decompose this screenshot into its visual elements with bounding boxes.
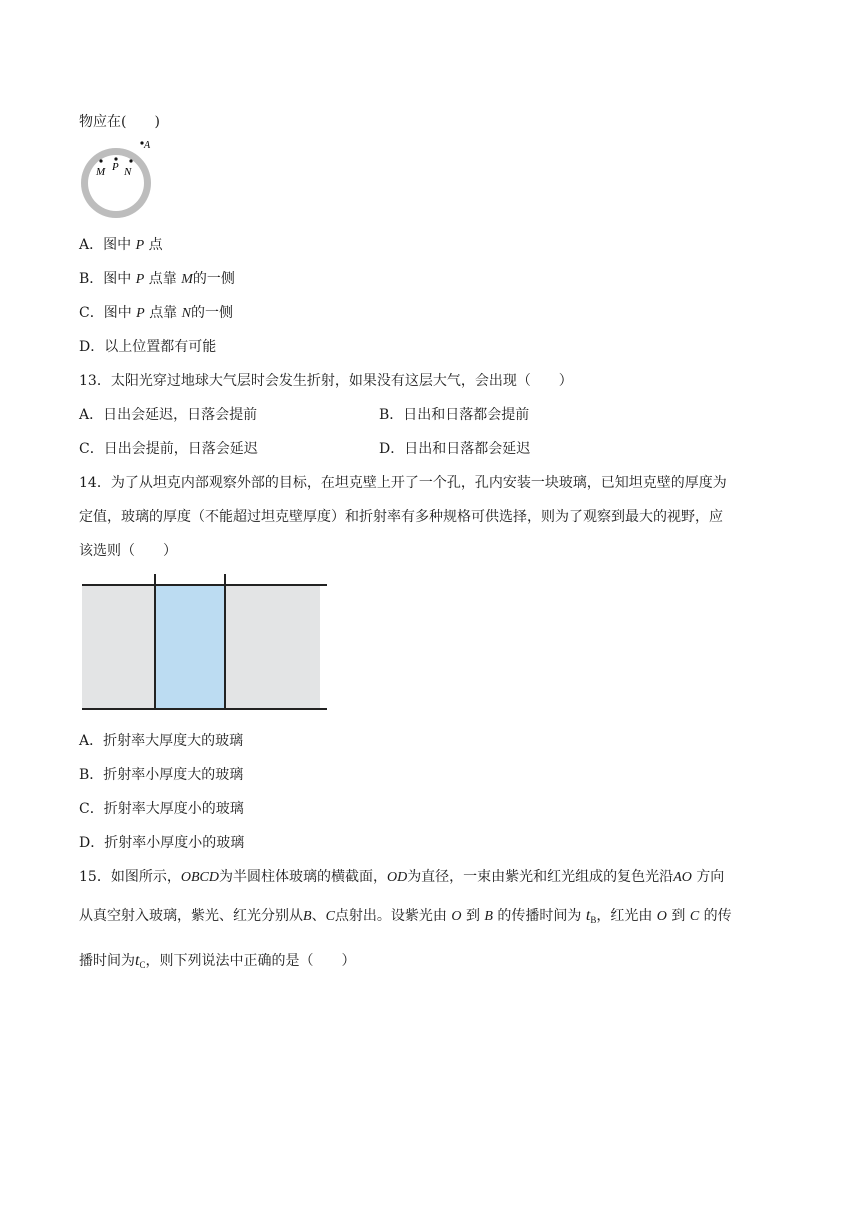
q12-option-d[interactable]: D．以上位置都有可能	[79, 339, 217, 355]
q15-stem-line1: 15．如图所示，OBCD为半圆柱体玻璃的横截面，OD为直径，一束由紫光和红光组成的复色光沿AO 方向	[79, 869, 725, 885]
label-p: P	[112, 161, 119, 173]
glass-pane	[155, 585, 225, 709]
q14-option-d[interactable]: D．折射率小厚度小的玻璃	[79, 835, 245, 851]
q12-stem-tail: 物应在( )	[79, 114, 160, 130]
q14-stem-line2: 定值，玻璃的厚度（不能超过坦克壁厚度）和折射率有多种规格可供选择，则为了观察到最大的视野，应	[79, 509, 723, 525]
q12-option-c[interactable]: C．图中 P 点靠 N的一侧	[79, 305, 233, 321]
q12-option-b[interactable]: B．图中 P 点靠 M的一侧	[79, 271, 235, 287]
wall-left	[82, 585, 155, 709]
q13-option-a[interactable]: A．日出会延迟，日落会提前	[79, 407, 258, 423]
q13-option-b[interactable]: B．日出和日落都会提前	[379, 407, 530, 423]
label-a: A	[144, 140, 151, 151]
point-m-dot	[99, 159, 102, 162]
q13-option-c[interactable]: C．日出会提前，日落会延迟	[79, 441, 258, 457]
q12-ring-figure	[79, 136, 159, 222]
q14-option-b[interactable]: B．折射率小厚度大的玻璃	[79, 767, 244, 783]
wall-right	[225, 585, 320, 709]
point-n-dot	[129, 159, 132, 162]
q13-option-d[interactable]: D．日出和日落都会延迟	[379, 441, 531, 457]
q14-option-a[interactable]: A．折射率大厚度大的玻璃	[79, 733, 244, 749]
q12-option-a[interactable]: A．图中 P 点	[79, 237, 163, 253]
q14-stem-line1: 14．为了从坦克内部观察外部的目标，在坦克壁上开了一个孔，孔内安装一块玻璃，已知坦克壁的厚度为	[79, 475, 727, 491]
q13-stem: 13．太阳光穿过地球大气层时会发生折射，如果没有这层大气，会出现（ ）	[79, 373, 573, 389]
q15-stem-line2: 从真空射入玻璃，紫光、红光分别从B、C点射出。设紫光由 O 到 B 的传播时间为 $t_B$，红光由 O 到 C 的传	[79, 907, 732, 925]
q15-stem-line3: 播时间为$t_C$，则下列说法中正确的是（ ）	[79, 952, 356, 970]
label-m: M	[96, 166, 106, 178]
q14-stem-line3: 该选则（ ）	[79, 543, 177, 559]
q14-option-c[interactable]: C．折射率大厚度小的玻璃	[79, 801, 244, 817]
q14-tank-wall-figure	[79, 574, 331, 714]
time-t-c: $t_C$	[135, 952, 146, 970]
label-n: N	[124, 166, 132, 178]
time-t-b: $t_B$	[585, 907, 597, 925]
